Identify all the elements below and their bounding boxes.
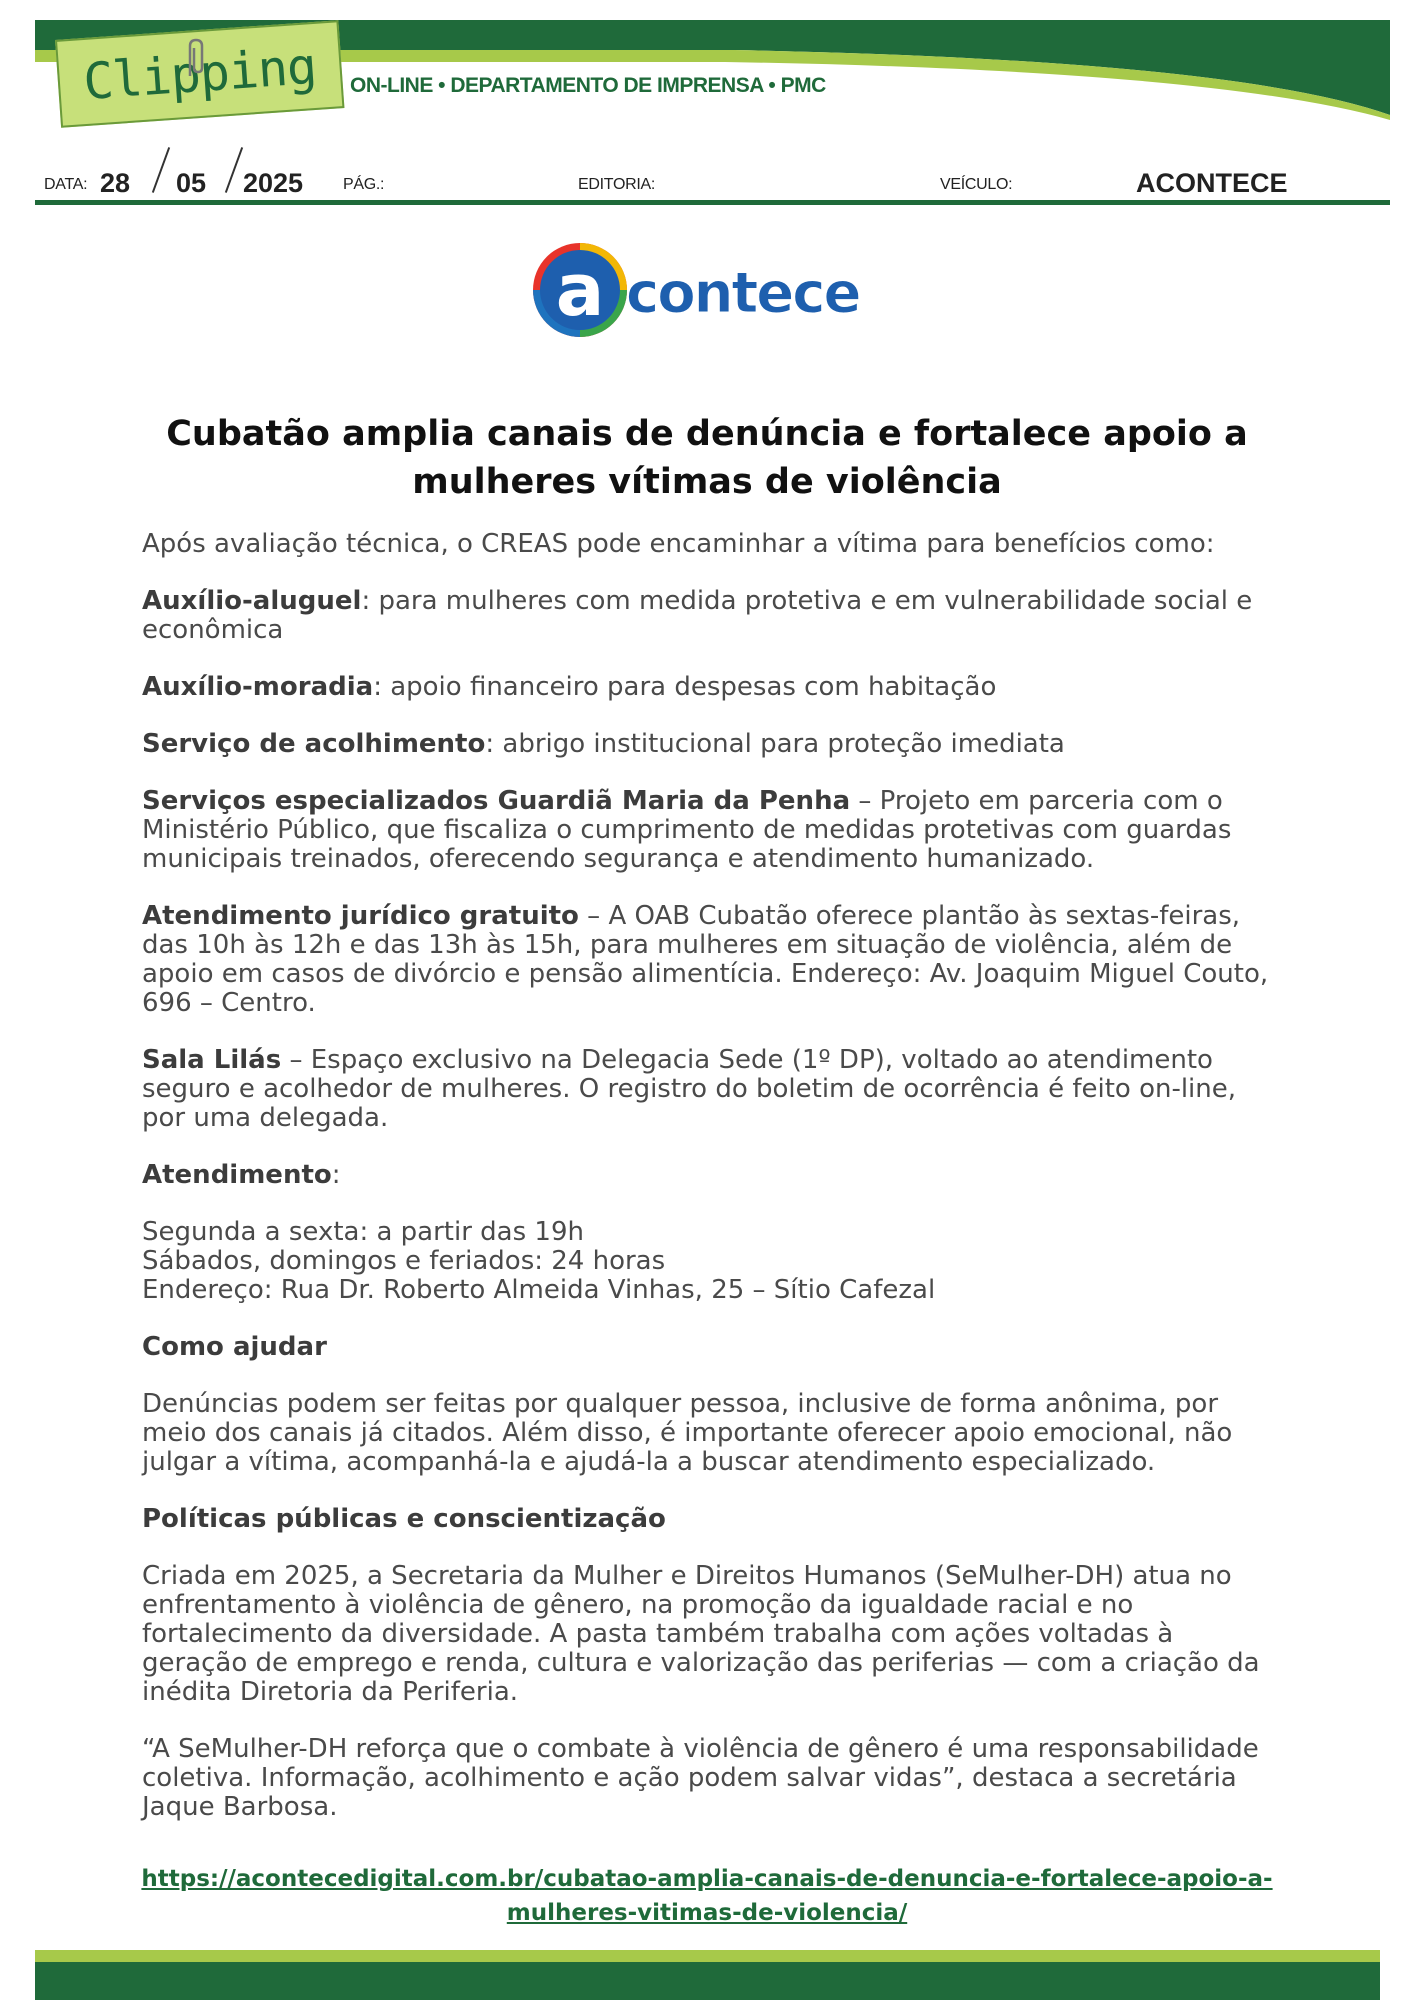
- data-label: DATA:: [44, 176, 88, 193]
- schedule-line: Segunda a sexta: a partir das 19h: [142, 1217, 584, 1247]
- benefit-text: : para mulheres com medida protetiva e em vulnerabilidade social e econômica: [142, 586, 1253, 645]
- como-ajudar-heading: Como ajudar: [142, 1332, 327, 1362]
- meta-divider: [35, 200, 1390, 205]
- benefit-item: [142, 673, 1282, 702]
- logo-letter-a: a: [555, 248, 605, 332]
- article-intro: Após avaliação técnica, o CREAS pode encaminhar a vítima para benefícios como:: [142, 529, 1215, 559]
- article-body: [142, 530, 1282, 1850]
- benefit-term: Atendimento jurídico gratuito: [142, 901, 579, 931]
- benefit-term: Auxílio-moradia: [142, 672, 374, 702]
- date-year: 2025: [243, 168, 304, 198]
- benefit-text: – Espaço exclusivo na Delegacia Sede (1º DP), voltado ao atendimento seguro e acolhedor de mulheres. O registro do boletim de ocorrência é feito on-line, por uma delegada.: [142, 1045, 1237, 1133]
- atendimento-heading: Atendimento:: [142, 1160, 341, 1190]
- benefit-term: Sala Lilás: [142, 1045, 282, 1075]
- editoria-label: EDITORIA:: [578, 176, 656, 193]
- clipping-badge-text: Clipping: [81, 36, 318, 112]
- benefit-term: Serviço de acolhimento: [142, 729, 486, 759]
- politicas-heading: Políticas públicas e conscientização: [142, 1504, 666, 1534]
- pag-label: PÁG.:: [343, 176, 385, 193]
- benefit-term: Auxílio-aluguel: [142, 586, 362, 616]
- department-line: ON-LINE • DEPARTAMENTO DE IMPRENSA • PMC: [350, 74, 826, 97]
- veiculo-label: VEÍCULO:: [940, 176, 1013, 193]
- article-headline: Cubatão amplia canais de denúncia e fortalece apoio a mulheres vítimas de violência: [166, 414, 1248, 502]
- atendimento-term: Atendimento: [142, 1160, 332, 1190]
- schedule-line: Sábados, domingos e feriados: 24 horas: [142, 1246, 666, 1276]
- politicas-text: Criada em 2025, a Secretaria da Mulher e Direitos Humanos (SeMulher-DH) atua no enfrentamento à violência de gênero, na promoção da igualdade racial e no fortalecimento da diversidade. A pasta também trabalha com ações voltadas à geração de emprego e renda, cultura e valorização das periferias — com a criação da inédita Diretoria da Periferia.: [142, 1561, 1260, 1707]
- schedule-block: [142, 1218, 1282, 1305]
- veiculo-value: ACONTECE: [1136, 168, 1288, 198]
- logo-wordmark: contece: [626, 261, 860, 326]
- como-ajudar-text: Denúncias podem ser feitas por qualquer pessoa, inclusive de forma anônima, por meio dos canais já citados. Além disso, é importante oferecer apoio emocional, não julgar a vítima, acompanhá-la e ajudá-la a buscar atendimento especializado.: [142, 1389, 1233, 1477]
- benefit-text: – Projeto em parceria com o Ministério Público, que fiscaliza o cumprimento de medidas protetivas com guardas municipais treinados, oferecendo segurança e atendimento humanizado.: [142, 786, 1232, 874]
- date-day: 28: [100, 168, 131, 198]
- acontece-logo: [530, 240, 890, 340]
- benefit-text: : abrigo institucional para proteção imediata: [485, 729, 1065, 759]
- benefit-item: [142, 1046, 1282, 1133]
- footer-band-light: [35, 1950, 1380, 1962]
- benefit-item: [142, 787, 1282, 874]
- closing-quote: “A SeMulher-DH reforça que o combate à violência de gênero é uma responsabilidade coletiva. Informação, acolhimento e ação podem salvar vidas”, destaca a secretária Jaque Barbosa.: [142, 1734, 1259, 1822]
- benefit-item: [142, 902, 1282, 1018]
- benefit-text: – A OAB Cubatão oferece plantão às sextas-feiras, das 10h às 12h e das 13h às 15h, para mulheres em situação de violência, além de apoio em casos de divórcio e pensão alimentícia. Endereço: Av. Joaquim Miguel Couto, 696 – Centro.: [142, 901, 1269, 1018]
- date-separator: [225, 147, 243, 193]
- date-separator: [152, 147, 170, 193]
- footer-band-dark: [35, 1962, 1380, 2000]
- date-month: 05: [176, 168, 207, 198]
- benefit-text: : apoio financeiro para despesas com habitação: [373, 672, 997, 702]
- paperclip-icon: [180, 38, 210, 78]
- benefit-item: [142, 587, 1282, 645]
- benefit-term: Serviços especializados Guardiã Maria da Penha: [142, 786, 851, 816]
- schedule-line: Endereço: Rua Dr. Roberto Almeida Vinhas, 25 – Sítio Cafezal: [142, 1275, 936, 1305]
- source-link[interactable]: https://acontecedigital.com.br/cubatao-amplia-canais-de-denuncia-e-fortalece-apoio-a-mulheres-vitimas-de-violencia/: [141, 1866, 1273, 1926]
- benefit-item: [142, 730, 1282, 759]
